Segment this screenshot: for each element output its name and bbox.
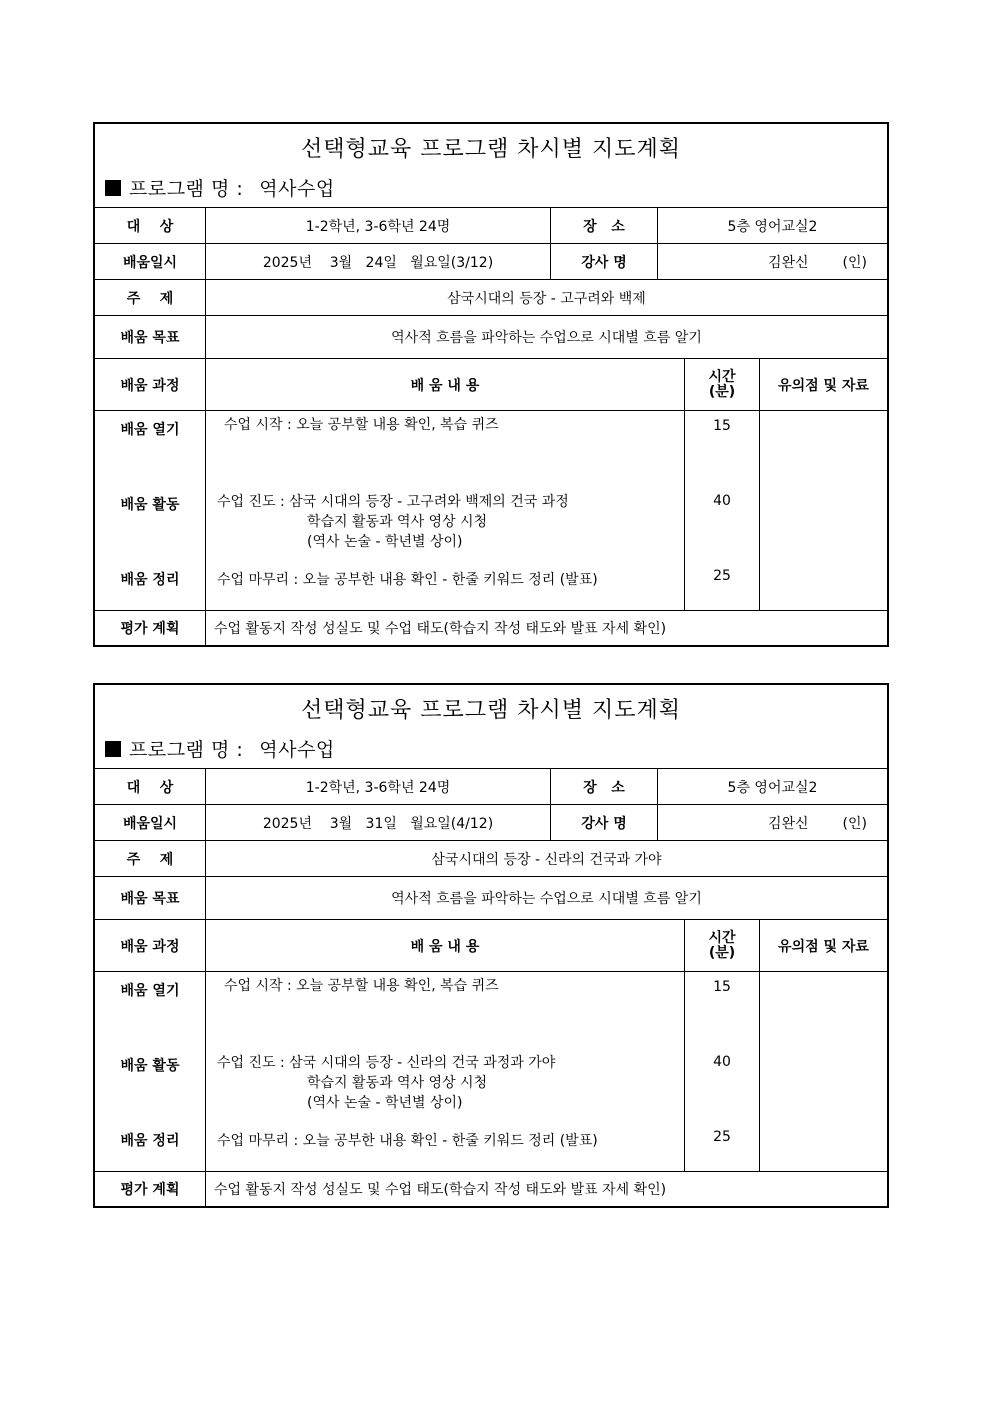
content-wrapup: 수업 마무리 : 오늘 공부한 내용 확인 - 한줄 키워드 정리 (발표)	[217, 572, 598, 588]
process-body-row	[95, 411, 887, 611]
process-times	[685, 972, 760, 1171]
notes-header: 유의점 및 자료	[778, 377, 869, 394]
seal-mark: (인)	[842, 254, 867, 271]
content-header: 배 움 내 용	[206, 920, 685, 971]
time-activity: 40	[713, 493, 731, 509]
plan-header	[95, 124, 887, 208]
step-wrapup: 배움 정리	[120, 572, 180, 588]
goal-row	[95, 316, 887, 359]
eval-row	[95, 611, 887, 645]
date-label: 배움일시	[95, 244, 206, 279]
plan-title: 선택형교육 프로그램 차시별 지도계획	[300, 137, 681, 162]
target-label: 대 상	[95, 769, 206, 804]
content-activity-1: 수업 진도 : 삼국 시대의 등장 - 고구려와 백제의 건국 과정	[217, 494, 569, 510]
target-label: 대 상	[95, 208, 206, 243]
time-wrapup: 25	[713, 1129, 731, 1145]
goal-value: 역사적 흐름을 파악하는 수업으로 시대별 흐름 알기	[391, 891, 702, 907]
notes-body	[760, 972, 887, 1171]
instructor-label: 강사 명	[551, 805, 658, 840]
program-label: 프로그램 명 :	[129, 178, 244, 200]
square-bullet-icon	[105, 741, 121, 757]
instructor-name: 김완신	[767, 254, 809, 271]
process-steps	[95, 411, 206, 610]
eval-label: 평가 계획	[95, 611, 206, 645]
program-name-line	[105, 174, 335, 201]
goal-row	[95, 877, 887, 920]
target-row	[95, 769, 887, 805]
program-name: 역사수업	[259, 178, 335, 200]
process-content	[206, 972, 685, 1171]
content-activity-3: (역사 논술 - 학년별 상이)	[307, 1095, 463, 1111]
plan-header	[95, 685, 887, 769]
process-body-row	[95, 972, 887, 1172]
target-row	[95, 208, 887, 244]
target-value: 1-2학년, 3-6학년 24명	[206, 208, 551, 243]
lesson-plan-2	[93, 683, 889, 1208]
topic-value: 삼국시대의 등장 - 신라의 건국과 가야	[431, 851, 662, 868]
content-header: 배 움 내 용	[206, 359, 685, 410]
process-header-row	[95, 920, 887, 972]
target-value: 1-2학년, 3-6학년 24명	[206, 769, 551, 804]
date-value: 2025년 3월 24일 월요일(3/12)	[206, 244, 551, 279]
date-value: 2025년 3월 31일 월요일(4/12)	[206, 805, 551, 840]
process-header: 배움 과정	[95, 920, 206, 971]
process-steps	[95, 972, 206, 1171]
place-value: 5층 영어교실2	[727, 218, 818, 235]
time-wrapup: 25	[713, 568, 731, 584]
place-label: 장 소	[551, 769, 658, 804]
step-wrapup: 배움 정리	[120, 1133, 180, 1149]
lesson-plan-1	[93, 122, 889, 647]
step-opening: 배움 열기	[120, 983, 180, 999]
time-activity: 40	[713, 1054, 731, 1070]
square-bullet-icon	[105, 180, 121, 196]
topic-row	[95, 841, 887, 877]
content-wrapup: 수업 마무리 : 오늘 공부한 내용 확인 - 한줄 키워드 정리 (발표)	[217, 1133, 598, 1149]
program-label: 프로그램 명 :	[129, 739, 244, 761]
step-activity: 배움 활동	[120, 1058, 180, 1074]
instructor-value	[658, 805, 887, 840]
seal-mark: (인)	[842, 815, 867, 832]
instructor-value	[658, 244, 887, 279]
eval-row	[95, 1172, 887, 1206]
place-label: 장 소	[551, 208, 658, 243]
notes-body	[760, 411, 887, 610]
topic-label: 주 제	[95, 280, 206, 315]
content-opening: 수업 시작 : 오늘 공부할 내용 확인, 복습 퀴즈	[224, 417, 499, 433]
process-content	[206, 411, 685, 610]
place-value: 5층 영어교실2	[727, 779, 818, 796]
goal-label: 배움 목표	[95, 877, 206, 919]
content-activity-2: 학습지 활동과 역사 영상 시청	[307, 1075, 488, 1091]
time-opening: 15	[713, 418, 731, 434]
goal-value: 역사적 흐름을 파악하는 수업으로 시대별 흐름 알기	[391, 330, 702, 346]
process-header: 배움 과정	[95, 359, 206, 410]
instructor-name: 김완신	[767, 815, 809, 832]
plan-title: 선택형교육 프로그램 차시별 지도계획	[300, 698, 681, 723]
content-opening: 수업 시작 : 오늘 공부할 내용 확인, 복습 퀴즈	[224, 978, 499, 994]
process-header-row	[95, 359, 887, 411]
content-activity-2: 학습지 활동과 역사 영상 시청	[307, 514, 488, 530]
time-opening: 15	[713, 979, 731, 995]
goal-label: 배움 목표	[95, 316, 206, 358]
program-name-line	[105, 735, 335, 762]
content-activity-3: (역사 논술 - 학년별 상이)	[307, 534, 463, 550]
topic-row	[95, 280, 887, 316]
date-label: 배움일시	[95, 805, 206, 840]
time-header: 시간 (분)	[685, 920, 760, 971]
step-opening: 배움 열기	[120, 422, 180, 438]
eval-label: 평가 계획	[95, 1172, 206, 1206]
date-row	[95, 805, 887, 841]
eval-value: 수업 활동지 작성 성실도 및 수업 태도(학습지 작성 태도와 발표 자세 확인)	[214, 1182, 667, 1198]
process-times	[685, 411, 760, 610]
eval-value: 수업 활동지 작성 성실도 및 수업 태도(학습지 작성 태도와 발표 자세 확인)	[214, 621, 667, 637]
time-header: 시간 (분)	[685, 359, 760, 410]
topic-value: 삼국시대의 등장 - 고구려와 백제	[447, 290, 646, 307]
notes-header: 유의점 및 자료	[778, 938, 869, 955]
program-name: 역사수업	[259, 739, 335, 761]
step-activity: 배움 활동	[120, 497, 180, 513]
content-activity-1: 수업 진도 : 삼국 시대의 등장 - 신라의 건국 과정과 가야	[217, 1055, 556, 1071]
instructor-label: 강사 명	[551, 244, 658, 279]
topic-label: 주 제	[95, 841, 206, 876]
date-row	[95, 244, 887, 280]
